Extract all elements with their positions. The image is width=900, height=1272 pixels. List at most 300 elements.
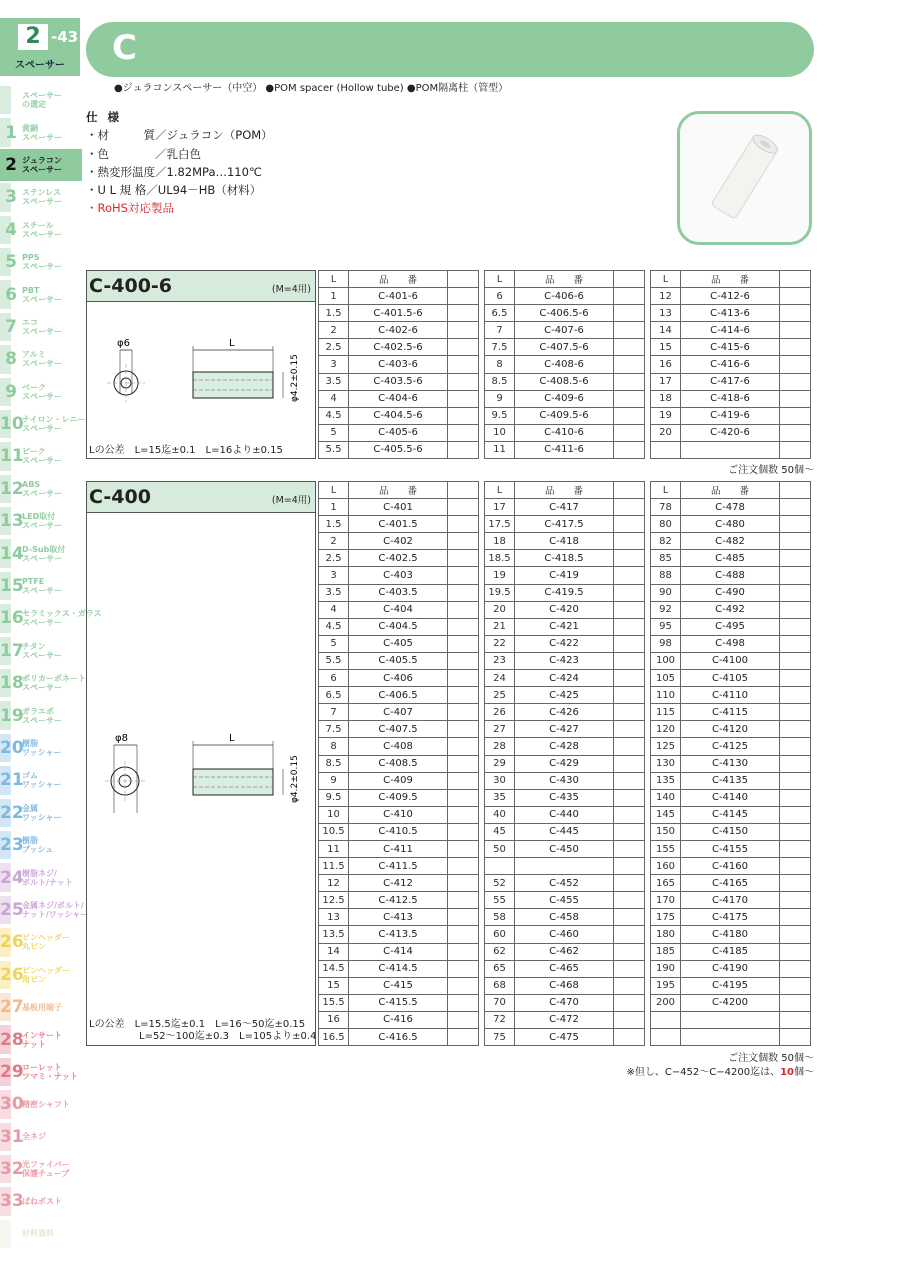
- sidebar-item-number: 26: [0, 964, 24, 985]
- length-cell: 130: [651, 755, 681, 772]
- length-cell: 28: [485, 738, 515, 755]
- length-cell: 4: [319, 390, 349, 407]
- sidebar-item-number: 19: [0, 705, 24, 726]
- header-cell: 品 番: [349, 271, 448, 288]
- part-number-cell: C-4145: [681, 806, 780, 823]
- length-cell: 6.5: [485, 305, 515, 322]
- part-number-cell: C-403: [349, 567, 448, 584]
- part-number-cell: C-401.5-6: [349, 305, 448, 322]
- thread-size: (M=4用): [271, 495, 311, 506]
- length-cell: 22: [485, 635, 515, 652]
- tolerance-note: Lの公差 L=15.5迄±0.1 L=16～50迄±0.15 L=52～100迄±0.3 L=105より±0.4: [89, 1019, 317, 1042]
- blank-cell: [614, 994, 645, 1011]
- length-cell: 3.5: [319, 584, 349, 601]
- table-row: [651, 533, 811, 550]
- sidebar-item-label: 金属ネジ/ボルト/ ナット/ワッシャー: [22, 900, 89, 919]
- part-number-cell: C-475: [515, 1029, 614, 1046]
- blank-cell: [448, 635, 479, 652]
- length-cell: 18.5: [485, 550, 515, 567]
- blank-cell: [780, 1029, 811, 1046]
- table-row: [485, 892, 645, 909]
- table-row: [651, 1029, 811, 1046]
- header-cell: L: [651, 482, 681, 499]
- sidebar-item[interactable]: [0, 473, 82, 505]
- sidebar-item[interactable]: [0, 537, 82, 569]
- length-cell: 9: [319, 772, 349, 789]
- blank-cell: [780, 635, 811, 652]
- table-row: [485, 516, 645, 533]
- sidebar-item[interactable]: [0, 149, 82, 181]
- table-row: [651, 755, 811, 772]
- blank-cell: [614, 288, 645, 305]
- length-cell: 7.5: [485, 339, 515, 356]
- part-number-cell: C-403.5-6: [349, 373, 448, 390]
- blank-cell: [780, 567, 811, 584]
- table-row: [485, 584, 645, 601]
- sidebar-color-bar: [0, 248, 11, 276]
- length-cell: 18: [485, 533, 515, 550]
- blank-cell: [780, 288, 811, 305]
- part-number-cell: [681, 1029, 780, 1046]
- part-number-cell: C-435: [515, 789, 614, 806]
- length-cell: 17: [651, 373, 681, 390]
- section-label: スペーサー: [15, 60, 65, 71]
- sidebar-item-label: 基板用端子: [22, 1002, 62, 1012]
- blank-cell: [780, 322, 811, 339]
- sidebar-item[interactable]: [0, 505, 82, 537]
- part-number-cell: C-408: [349, 738, 448, 755]
- sidebar-item-label: ゴム ワッシャー: [22, 771, 62, 790]
- sidebar-color-bar: [0, 313, 11, 341]
- sidebar-color-bar: [0, 1123, 11, 1151]
- blank-cell: [780, 601, 811, 618]
- sidebar-item-number: 33: [0, 1191, 24, 1212]
- sidebar-item-label: スチール スペーサー: [22, 220, 62, 239]
- table-row: [319, 772, 479, 789]
- table-row: [485, 823, 645, 840]
- length-cell: 7: [485, 322, 515, 339]
- part-number-cell: C-408.5-6: [515, 373, 614, 390]
- part-number-cell: C-418: [515, 533, 614, 550]
- blank-cell: [614, 738, 645, 755]
- sidebar-item[interactable]: [0, 246, 82, 278]
- sidebar-item-number: 23: [0, 835, 24, 856]
- part-number-cell: C-455: [515, 892, 614, 909]
- table-row: [651, 652, 811, 669]
- blank-cell: [448, 516, 479, 533]
- table-row: [485, 499, 645, 516]
- length-cell: 8: [319, 738, 349, 755]
- table-row: [651, 738, 811, 755]
- table-row: [651, 704, 811, 721]
- table-row: [651, 994, 811, 1011]
- length-cell: 3: [319, 356, 349, 373]
- sidebar-item[interactable]: [0, 797, 82, 829]
- table-row: [485, 635, 645, 652]
- length-cell: 1.5: [319, 516, 349, 533]
- part-number-cell: C-460: [515, 926, 614, 943]
- table-row: [319, 840, 479, 857]
- sidebar-item[interactable]: [0, 894, 89, 926]
- length-cell: 25: [485, 687, 515, 704]
- blank-cell: [780, 755, 811, 772]
- header-cell: 品 番: [681, 482, 780, 499]
- table-row: [319, 704, 479, 721]
- part-number-cell: C-407.5-6: [515, 339, 614, 356]
- product-code: C-400: [89, 486, 151, 508]
- diameter-label: φ6: [117, 338, 130, 349]
- blank-cell: [448, 909, 479, 926]
- sidebar-color-bar: [0, 1220, 11, 1248]
- sidebar-item[interactable]: [0, 1153, 82, 1185]
- table-row: [319, 567, 479, 584]
- part-number-cell: C-415.5: [349, 994, 448, 1011]
- table-row: [651, 550, 811, 567]
- part-number-cell: C-488: [681, 567, 780, 584]
- part-number-cell: C-401.5: [349, 516, 448, 533]
- length-cell: 58: [485, 909, 515, 926]
- length-cell: 2.5: [319, 550, 349, 567]
- sidebar-item[interactable]: [0, 829, 82, 861]
- table-row: [651, 858, 811, 875]
- sidebar-item-label: 材料資料: [22, 1229, 54, 1239]
- part-number-cell: C-490: [681, 584, 780, 601]
- table-row: [485, 288, 645, 305]
- table-row: [319, 875, 479, 892]
- table-row: [651, 670, 811, 687]
- sidebar-item-number: 18: [0, 673, 24, 694]
- length-cell: 26: [485, 704, 515, 721]
- sidebar-item[interactable]: [0, 699, 82, 731]
- table-row: [319, 806, 479, 823]
- table-row: [485, 305, 645, 322]
- length-cell: 160: [651, 858, 681, 875]
- part-number-cell: C-485: [681, 550, 780, 567]
- length-cell: 50: [485, 840, 515, 857]
- sidebar-item[interactable]: [0, 635, 82, 667]
- length-cell: 23: [485, 652, 515, 669]
- table-row: [651, 356, 811, 373]
- length-cell: 11: [319, 840, 349, 857]
- sidebar-item[interactable]: [0, 1088, 82, 1120]
- length-cell: 80: [651, 516, 681, 533]
- table-row: [485, 618, 645, 635]
- sidebar-color-bar: [0, 183, 11, 211]
- blank-cell: [614, 652, 645, 669]
- sidebar-item[interactable]: [0, 1121, 82, 1153]
- sidebar-item-label: PTFE スペーサー: [22, 577, 62, 596]
- length-cell: 65: [485, 960, 515, 977]
- table-row: [319, 601, 479, 618]
- sidebar-color-bar: [0, 701, 11, 729]
- table-row: [485, 533, 645, 550]
- rohs-note: ・RoHS対応製品: [86, 201, 174, 216]
- blank-cell: [780, 373, 811, 390]
- product-table: [650, 481, 811, 1046]
- height-label: φ4.2±0.15: [290, 755, 300, 803]
- length-cell: 9.5: [319, 789, 349, 806]
- blank-cell: [448, 618, 479, 635]
- table-header: [485, 482, 645, 499]
- table-header: [319, 482, 479, 499]
- part-number-cell: C-413-6: [681, 305, 780, 322]
- length-cell: 16: [319, 1011, 349, 1028]
- table-row: [319, 789, 479, 806]
- header-cell: [614, 482, 645, 499]
- length-cell: 200: [651, 994, 681, 1011]
- blank-cell: [448, 322, 479, 339]
- part-number-cell: C-4190: [681, 960, 780, 977]
- spec-line: ・色 ／乳白色: [86, 146, 201, 161]
- length-cell: 1: [319, 499, 349, 516]
- blank-cell: [448, 721, 479, 738]
- part-number-cell: C-404.5: [349, 618, 448, 635]
- part-number-cell: C-403.5: [349, 584, 448, 601]
- table-row: [319, 858, 479, 875]
- table-row: [319, 943, 479, 960]
- sidebar-item[interactable]: [0, 1023, 82, 1055]
- sidebar-item-number: 27: [0, 997, 24, 1018]
- table-row: [651, 1011, 811, 1028]
- sidebar-item-number: 20: [0, 738, 24, 758]
- table-row: [651, 892, 811, 909]
- part-number-cell: C-419-6: [681, 407, 780, 424]
- category-sidebar: [0, 84, 102, 1250]
- sidebar-item-number: 6: [5, 284, 17, 305]
- sidebar-color-bar: [0, 1155, 11, 1183]
- part-number-cell: C-416-6: [681, 356, 780, 373]
- title-bar: [86, 22, 814, 77]
- part-number-cell: C-405.5: [349, 652, 448, 669]
- sidebar-color-bar: [0, 280, 11, 308]
- sidebar-item[interactable]: [0, 408, 86, 440]
- part-number-cell: C-403-6: [349, 356, 448, 373]
- part-number-cell: C-4140: [681, 789, 780, 806]
- sidebar-item[interactable]: [0, 602, 102, 634]
- sidebar-item-number: 12: [0, 478, 24, 499]
- sidebar-item-number: 29: [0, 1061, 24, 1082]
- table-row: [651, 390, 811, 407]
- length-cell: 140: [651, 789, 681, 806]
- length-cell: 13: [651, 305, 681, 322]
- sidebar-item[interactable]: [0, 311, 82, 343]
- sidebar-color-bar: [0, 539, 11, 567]
- sidebar-item[interactable]: [0, 214, 82, 246]
- sidebar-item[interactable]: [0, 181, 82, 213]
- sidebar-item[interactable]: [0, 764, 82, 796]
- blank-cell: [614, 567, 645, 584]
- part-number-cell: C-410: [349, 806, 448, 823]
- sidebar-item[interactable]: [0, 1218, 82, 1250]
- sidebar-item-number: 4: [5, 219, 17, 240]
- blank-cell: [780, 926, 811, 943]
- table-row: [485, 858, 645, 875]
- length-cell: 5.5: [319, 441, 349, 458]
- length-cell: 95: [651, 618, 681, 635]
- length-cell: 6.5: [319, 687, 349, 704]
- spec-line: ・熱変形温度／1.82MPa…110℃: [86, 164, 262, 179]
- sidebar-item-label: PBT スペーサー: [22, 285, 62, 304]
- sidebar-item[interactable]: [0, 343, 82, 375]
- blank-cell: [448, 424, 479, 441]
- sidebar-item-number: 30: [0, 1094, 24, 1115]
- part-number-cell: C-418-6: [681, 390, 780, 407]
- sidebar-color-bar: [0, 442, 11, 470]
- table-row: [651, 960, 811, 977]
- part-number-cell: C-412: [349, 875, 448, 892]
- blank-cell: [448, 305, 479, 322]
- blank-cell: [614, 943, 645, 960]
- product-code: C-400-6: [89, 275, 173, 297]
- header-cell: 品 番: [681, 271, 780, 288]
- blank-cell: [614, 670, 645, 687]
- table-row: [485, 373, 645, 390]
- length-cell: 82: [651, 533, 681, 550]
- length-cell: 15: [319, 977, 349, 994]
- length-cell: 20: [651, 424, 681, 441]
- length-label: L: [229, 338, 235, 349]
- part-number-cell: C-409-6: [515, 390, 614, 407]
- part-number-cell: C-415: [349, 977, 448, 994]
- blank-cell: [780, 407, 811, 424]
- sidebar-item-label: ローレット ツマミ・ナット: [22, 1062, 78, 1081]
- length-cell: 29: [485, 755, 515, 772]
- table-row: [319, 1011, 479, 1028]
- length-cell: 27: [485, 721, 515, 738]
- length-cell: 135: [651, 772, 681, 789]
- sidebar-item[interactable]: [0, 861, 82, 893]
- length-cell: 9: [485, 390, 515, 407]
- sidebar-item-label: ベーク スペーサー: [22, 382, 62, 401]
- table-row: [319, 960, 479, 977]
- part-number-cell: C-465: [515, 960, 614, 977]
- sidebar-item-number: 16: [0, 608, 24, 629]
- part-number-cell: C-4195: [681, 977, 780, 994]
- table-row: [485, 687, 645, 704]
- chapter-number: 2: [18, 24, 48, 50]
- table-row: [485, 943, 645, 960]
- table-row: [485, 755, 645, 772]
- specifications: [86, 108, 273, 218]
- table-row: [319, 977, 479, 994]
- blank-cell: [614, 875, 645, 892]
- sidebar-item[interactable]: [0, 926, 82, 958]
- part-number-cell: C-423: [515, 652, 614, 669]
- length-cell: 195: [651, 977, 681, 994]
- length-cell: 60: [485, 926, 515, 943]
- dimension-drawing: [86, 513, 316, 1046]
- table-row: [319, 909, 479, 926]
- sidebar-item[interactable]: [0, 278, 82, 310]
- part-number-cell: C-492: [681, 601, 780, 618]
- length-cell: 10.5: [319, 823, 349, 840]
- part-number-cell: C-452: [515, 875, 614, 892]
- length-cell: 11.5: [319, 858, 349, 875]
- length-cell: 5: [319, 424, 349, 441]
- length-label: L: [229, 733, 235, 744]
- header-cell: L: [319, 271, 349, 288]
- thread-size: (M=4用): [271, 284, 311, 295]
- table-row: [319, 652, 479, 669]
- sidebar-item[interactable]: [0, 376, 82, 408]
- part-number-cell: C-4150: [681, 823, 780, 840]
- page-badge: [0, 18, 80, 76]
- sidebar-color-bar: [0, 1025, 11, 1053]
- sidebar-item[interactable]: [0, 1185, 82, 1217]
- sidebar-item-number: 31: [0, 1126, 24, 1147]
- sidebar-item[interactable]: [0, 959, 82, 991]
- length-cell: 7.5: [319, 721, 349, 738]
- sidebar-item-label: LED取付 スペーサー: [22, 512, 62, 531]
- table-row: [319, 721, 479, 738]
- sidebar-item-label: ステンレス スペーサー: [22, 188, 62, 207]
- sidebar-item[interactable]: [0, 991, 82, 1023]
- blank-cell: [614, 721, 645, 738]
- blank-cell: [780, 550, 811, 567]
- spec-line: ・材 質／ジュラコン（POM）: [86, 128, 273, 143]
- sidebar-item-label: ジュラコン スペーサー: [22, 155, 62, 174]
- table-row: [651, 373, 811, 390]
- order-quantity-note: ご注文個数 50個～: [728, 465, 814, 476]
- part-number-cell: C-407-6: [515, 322, 614, 339]
- blank-cell: [614, 390, 645, 407]
- product-table: [318, 481, 479, 1046]
- table-row: [485, 721, 645, 738]
- blank-cell: [448, 960, 479, 977]
- part-number-cell: C-406-6: [515, 288, 614, 305]
- length-cell: 150: [651, 823, 681, 840]
- sidebar-item-label: ガラエポ スペーサー: [22, 706, 62, 725]
- dimension-drawing: [86, 302, 316, 459]
- table-row: [319, 288, 479, 305]
- length-cell: 9.5: [485, 407, 515, 424]
- part-number-cell: C-406.5-6: [515, 305, 614, 322]
- length-cell: 75: [485, 1029, 515, 1046]
- length-cell: 6: [485, 288, 515, 305]
- sidebar-color-bar: [0, 928, 11, 956]
- sidebar-item[interactable]: [0, 732, 82, 764]
- blank-cell: [614, 339, 645, 356]
- header-cell: 品 番: [349, 482, 448, 499]
- table-row: [485, 806, 645, 823]
- table-row: [319, 994, 479, 1011]
- length-cell: [651, 1029, 681, 1046]
- sidebar-item[interactable]: [0, 116, 82, 148]
- sidebar-item-label: 樹脂 ブッシュ: [22, 836, 54, 855]
- sidebar-item[interactable]: [0, 1056, 82, 1088]
- part-number-cell: [515, 858, 614, 875]
- sidebar-item-number: 24: [0, 867, 24, 888]
- sidebar-item[interactable]: [0, 84, 82, 116]
- part-number-cell: C-4105: [681, 670, 780, 687]
- sidebar-item[interactable]: [0, 570, 82, 602]
- blank-cell: [780, 892, 811, 909]
- table-header: [319, 271, 479, 288]
- table-row: [651, 806, 811, 823]
- blank-cell: [780, 772, 811, 789]
- sidebar-item-label: チタン スペーサー: [22, 641, 62, 660]
- length-cell: 2: [319, 533, 349, 550]
- sidebar-item[interactable]: [0, 667, 86, 699]
- sidebar-item-label: ナイロン・レニー スペーサー: [22, 415, 86, 434]
- length-cell: 12.5: [319, 892, 349, 909]
- sidebar-item[interactable]: [0, 440, 82, 472]
- length-cell: 6: [319, 670, 349, 687]
- table-row: [485, 772, 645, 789]
- part-number-cell: C-408-6: [515, 356, 614, 373]
- sidebar-item-number: 2: [5, 154, 17, 175]
- product-header: [86, 270, 316, 302]
